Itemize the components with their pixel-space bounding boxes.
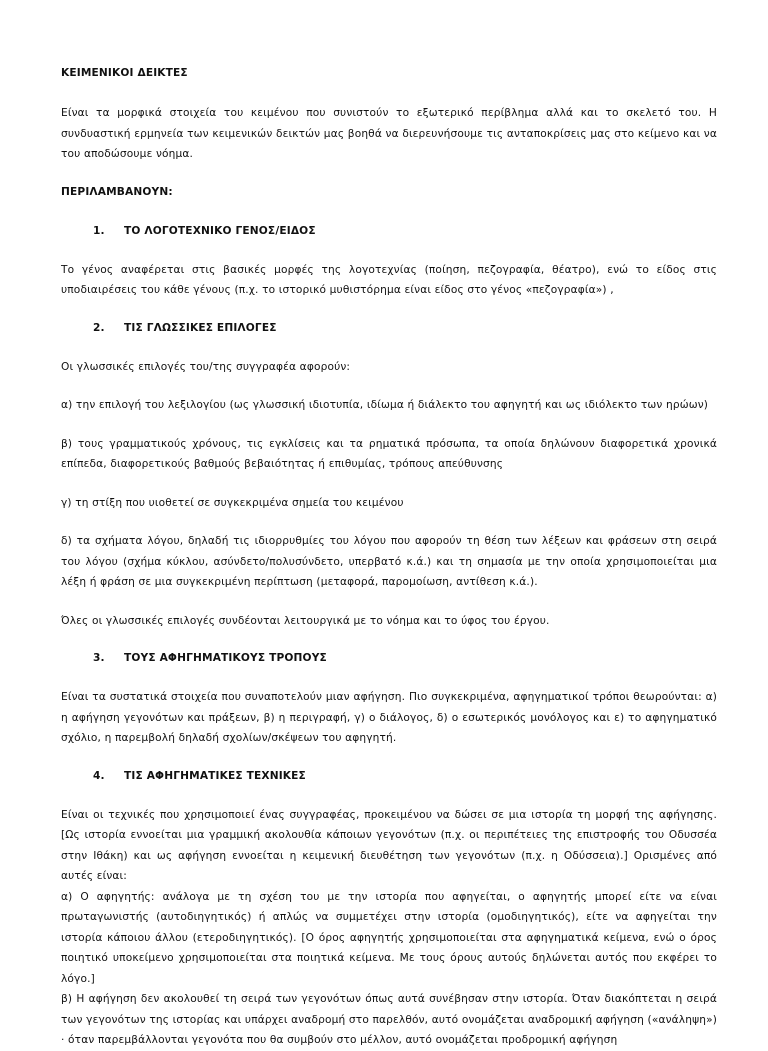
section-heading-1 bbox=[61, 222, 717, 240]
paragraph: Είναι τα συστατικά στοιχεία που συναποτελούν μιαν αφήγηση. Πιο συγκεκριμένα, αφηγηματικοί τρόποι θεωρούνται: α) η αφήγηση γεγονότων και πράξεων, β) η περιγραφή, γ) ο διάλογος, δ) ο εσωτερικός μονόλογος και ε) το αφηγηματικό σχόλιο, η παρεμβολή δηλαδή σχολίων/σκέψεων του αφηγητή. bbox=[61, 691, 717, 744]
list-item-a: α) την επιλογή του λεξιλογίου (ως γλωσσική ιδιοτυπία, ιδίωμα ή διάλεκτο του αφηγητή και ως ιδιόλεκτο των ηρώων) bbox=[61, 399, 709, 411]
list-item-b: β) τους γραμματικούς χρόνους, τις εγκλίσεις και τα ρηματικά πρόσωπα, τα οποία δηλώνουν διαφορετικά χρονικά επίπεδα, διαφορετικούς βαθμούς βεβαιότητας ή επιθυμίας, τρόπους απεύθυνσης bbox=[61, 437, 717, 470]
list-item-d: δ) τα σχήματα λόγου, δηλαδή τις ιδιορρυθμίες του λόγου που αφορούν τη θέση των λέξεων και φράσεων στη σειρά του λόγου (σχήμα κύκλου, ασύνδετο/πολυσύνδετο, υπερβατό κ.ά.) και τη σημασία με την οποία χρησιμοποιείται μια λέξη ή φράση σε μια συγκεκριμένη περίπτωση (μεταφορά, παρομοίωση, αντίθεση κ.ά.). bbox=[61, 535, 717, 588]
section-title: ΤΙΣ ΑΦΗΓΗΜΑΤΙΚΕΣ ΤΕΧΝΙΚΕΣ bbox=[124, 769, 306, 782]
paragraph: Οι γλωσσικές επιλογές του/της συγγραφέα αφορούν: bbox=[61, 360, 351, 373]
section-title: ΤΙΣ ΓΛΩΣΣΙΚΕΣ ΕΠΙΛΟΓΕΣ bbox=[124, 321, 277, 334]
section-heading-4 bbox=[61, 767, 717, 785]
section-number: 4. bbox=[93, 769, 105, 782]
list-item-a: α) Ο αφηγητής: ανάλογα με τη σχέση του με την ιστορία που αφηγείται, ο αφηγητής μπορεί είτε να είναι πρωταγωνιστής (αυτοδιηγητικός) ή απλώς να συμμετέχει στην ιστορία (ομοδιηγητικός), είτε να αφηγείται την ιστορία κάποιου άλλου (ετεροδιηγητικός). [Ο όρος αφηγητής χρησιμοποιείται στα αφηγηματικά κείμενα, ενώ ο όρος ποιητικό υποκείμενο χρησιμοποιείται στα ποιητικά κείμενα. Με τους όρους αυτούς δηλώνεται αυτός που εκφέρει το λόγο.] bbox=[61, 890, 717, 985]
includes-label: ΠΕΡΙΛΑΜΒΑΝΟΥΝ: bbox=[61, 185, 173, 198]
list-item-b: β) Η αφήγηση δεν ακολουθεί τη σειρά των γεγονότων όπως αυτά συνέβησαν στην ιστορία. Όταν διακόπτεται η σειρά των γεγονότων της ιστορίας και υπάρχει αναδρομή στο παρελθόν, αυτό ονομάζεται αναδρομική αφήγηση («ανάληψη») · όταν παρεμβάλλονται γεγονότα που θα συμβούν στο μέλλον, αυτό ονομάζεται προδρομική αφήγηση bbox=[61, 993, 717, 1046]
section-heading-3 bbox=[61, 649, 717, 667]
section-number: 2. bbox=[93, 321, 105, 334]
paragraph: Το γένος αναφέρεται στις βασικές μορφές της λογοτεχνίας (ποίηση, πεζογραφία, θέατρο), ενώ το είδος στις υποδιαιρέσεις του κάθε γένους (π.χ. το ιστορικό μυθιστόρημα είναι είδος στο γένος «πεζογραφία») , bbox=[61, 263, 717, 296]
paragraph: Είναι οι τεχνικές που χρησιμοποιεί ένας συγγραφέας, προκειμένου να δώσει σε μια ιστορία τη μορφή της αφήγησης. [Ως ιστορία εννοείται μια γραμμική ακολουθία κάποιων γεγονότων (π.χ. οι περιπέτειες της επιστροφής του Οδυσσέα στην Ιθάκη) και ως αφήγηση εννοείται η κειμενική διευθέτηση των γεγονότων (π.χ. η Οδύσσεια).] Ορισμένες από αυτές είναι: bbox=[61, 808, 717, 882]
section-title: ΤΟ ΛΟΓΟΤΕΧΝΙΚΟ ΓΕΝΟΣ/ΕΙΔΟΣ bbox=[124, 224, 316, 237]
section-heading-2 bbox=[61, 319, 717, 337]
list-item-c: γ) τη στίξη που υιοθετεί σε συγκεκριμένα σημεία του κειμένου bbox=[61, 496, 404, 509]
document-body bbox=[61, 64, 717, 1051]
section-title: ΤΟΥΣ ΑΦΗΓΗΜΑΤΙΚΟΥΣ ΤΡΟΠΟΥΣ bbox=[124, 652, 327, 664]
page-title: ΚΕΙΜΕΝΙΚΟΙ ΔΕΙΚΤΕΣ bbox=[61, 67, 188, 79]
intro-paragraph: Είναι τα μορφικά στοιχεία του κειμένου που συνιστούν το εξωτερικό περίβλημα αλλά και το σκελετό του. Η συνδυαστική ερμηνεία των κειμενικών δεικτών μας βοηθά να διερευνήσουμε τις ανταποκρίσεις μας στο κείμενο και να του αποδώσουμε νόημα. bbox=[61, 107, 717, 160]
paragraph: Όλες οι γλωσσικές επιλογές συνδέονται λειτουργικά με το νόημα και το ύφος του έργου. bbox=[61, 614, 550, 627]
section-number: 1. bbox=[93, 224, 105, 237]
section-number: 3. bbox=[93, 652, 105, 664]
